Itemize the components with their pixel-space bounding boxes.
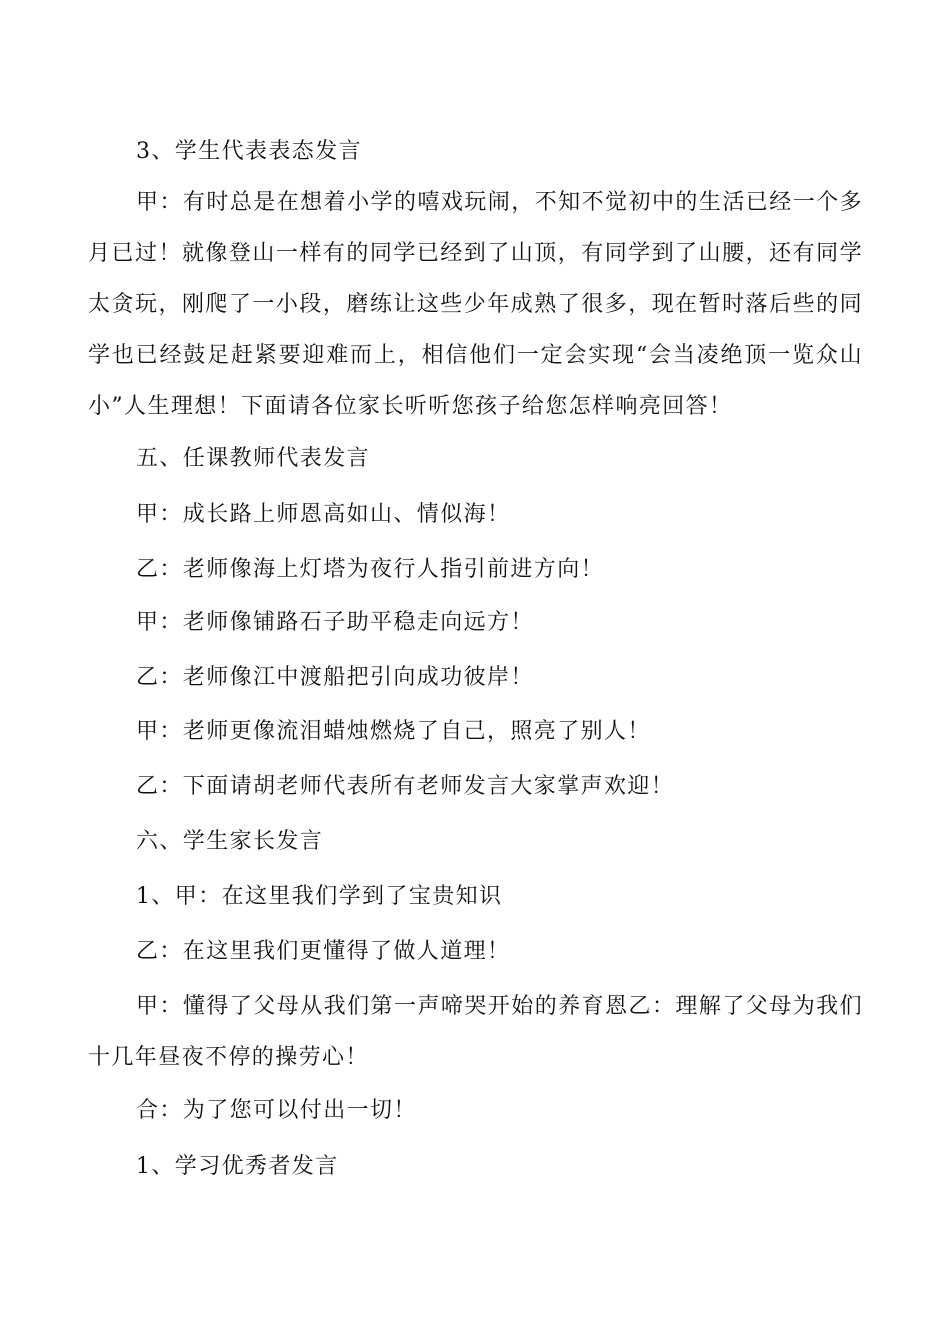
body-paragraph-intro: 甲：有时总是在想着小学的嘻戏玩闹，不知不觉初中的生活已经一个多月已过！就像登山一样有的同学已经到了山顶，有同学到了山腰，还有同学太贪玩，刚爬了一小段，磨练让这些少年成熟了很多，现在暂时落后些的同学也已经鼓足赶紧要迎难而上，相信他们一定会实现“会当凌绝顶一览众山小”人生理想！下面请各位家长听听您孩子给您怎样响亮回答！ <box>88 190 863 419</box>
dialogue-line: 乙：老师像江中渡船把引向成功彼岸！ <box>136 665 534 690</box>
dialogue-line: 甲：老师像铺路石子助平稳走向远方！ <box>136 610 534 635</box>
section-heading-parent-speech: 六、学生家长发言 <box>136 829 324 854</box>
dialogue-line: 合：为了您可以付出一切！ <box>136 1098 417 1123</box>
section-heading-top-student: 1、学习优秀者发言 <box>136 1154 339 1179</box>
dialogue-line: 乙：在这里我们更懂得了做人道理！ <box>136 939 511 964</box>
dialogue-paragraph: 甲：懂得了父母从我们第一声啼哭开始的养育恩乙：理解了父母为我们十几年昼夜不停的操劳心！ <box>88 994 863 1070</box>
dialogue-line: 乙：下面请胡老师代表所有老师发言大家掌声欢迎！ <box>136 774 675 799</box>
section-heading-teacher-representative: 五、任课教师代表发言 <box>136 446 371 471</box>
dialogue-line: 甲：老师更像流泪蜡烛燃烧了自己，照亮了别人！ <box>136 719 651 744</box>
dialogue-line: 甲：成长路上师恩高如山、情似海！ <box>136 502 511 527</box>
dialogue-line: 乙：老师像海上灯塔为夜行人指引前进方向！ <box>136 557 605 582</box>
dialogue-line: 1、甲：在这里我们学到了宝贵知识 <box>136 884 503 909</box>
section-heading-student-representative: 3、学生代表表态发言 <box>136 139 362 164</box>
